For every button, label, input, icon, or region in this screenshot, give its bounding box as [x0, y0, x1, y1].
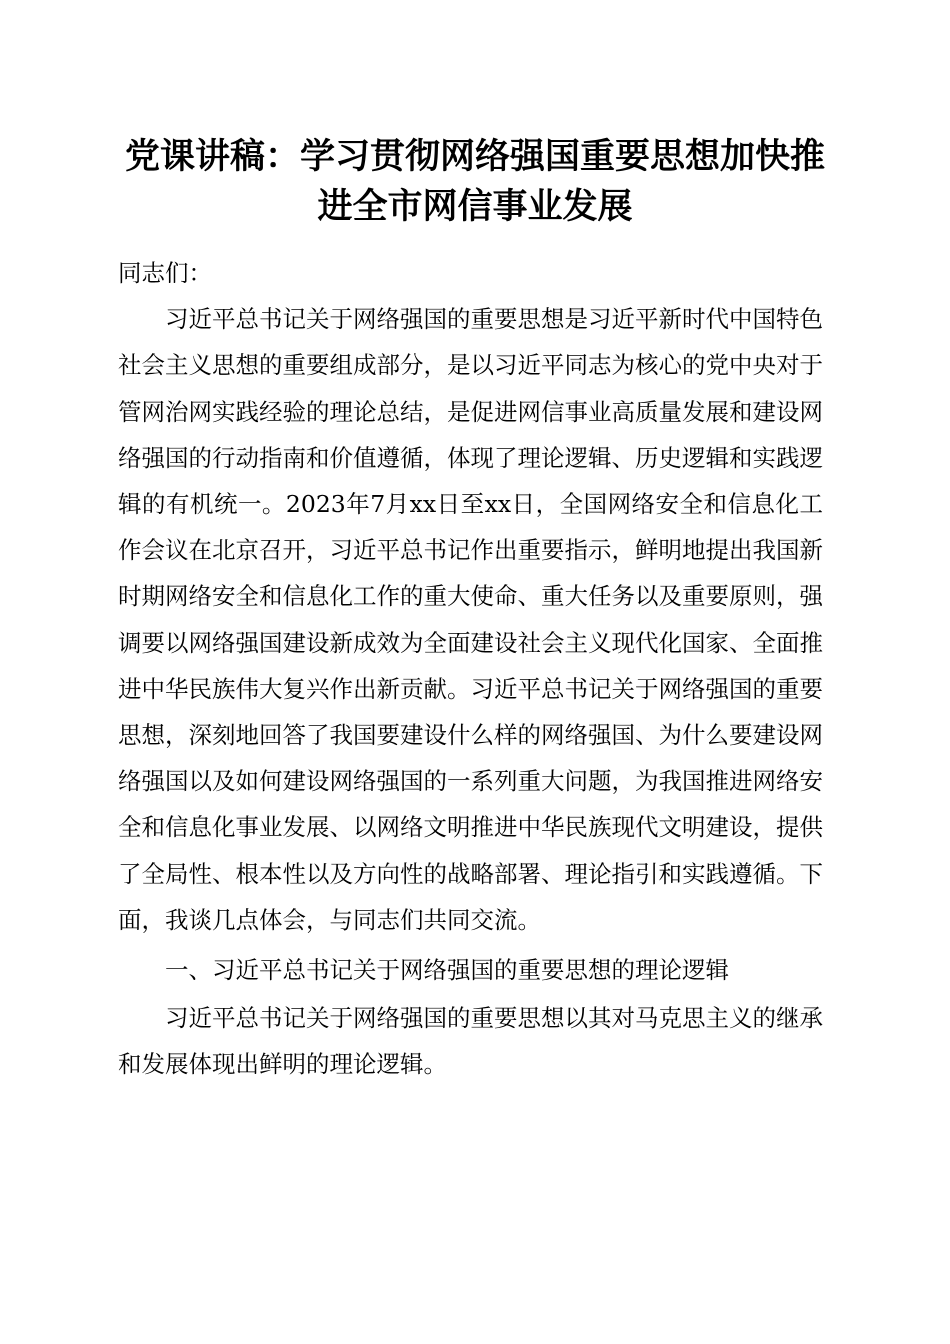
salutation: 同志们：	[118, 259, 212, 287]
title-line-1: 党课讲稿：学习贯彻网络强国重要思想加快推	[124, 136, 825, 177]
section-heading-1: 一、习近平总书记关于网络强国的重要思想的理论逻辑	[165, 956, 729, 985]
title-line-2: 进全市网信事业发展	[317, 186, 633, 227]
document-title	[110, 132, 840, 232]
section-paragraph-1: 习近平总书记关于网络强国的重要思想以其对马克思主义的继承和发展体现出鲜明的理论逻辑。	[118, 1004, 823, 1079]
document-body	[118, 250, 823, 1088]
intro-paragraph: 习近平总书记关于网络强国的重要思想是习近平新时代中国特色社会主义思想的重要组成部分，是以习近平同志为核心的党中央对于管网治网实践经验的理论总结，是促进网信事业高质量发展和建设网络强国的行动指南和价值遵循，体现了理论逻辑、历史逻辑和实践逻辑的有机统一。2023年7月xx日至xx日，全国网络安全和信息化工作会议在北京召开，习近平总书记作出重要指示，鲜明地提出我国新时期网络安全和信息化工作的重大使命、重大任务以及重要原则，强调要以网络强国建设新成效为全面建设社会主义现代化国家、全面推进中华民族伟大复兴作出新贡献。习近平总书记关于网络强国的重要思想，深刻地回答了我国要建设什么样的网络强国、为什么要建设网络强国以及如何建设网络强国的一系列重大问题，为我国推进网络安全和信息化事业发展、以网络文明推进中华民族现代文明建设，提供了全局性、根本性以及方向性的战略部署、理论指引和实践遵循。下面，我谈几点体会，与同志们共同交流。	[118, 305, 823, 934]
